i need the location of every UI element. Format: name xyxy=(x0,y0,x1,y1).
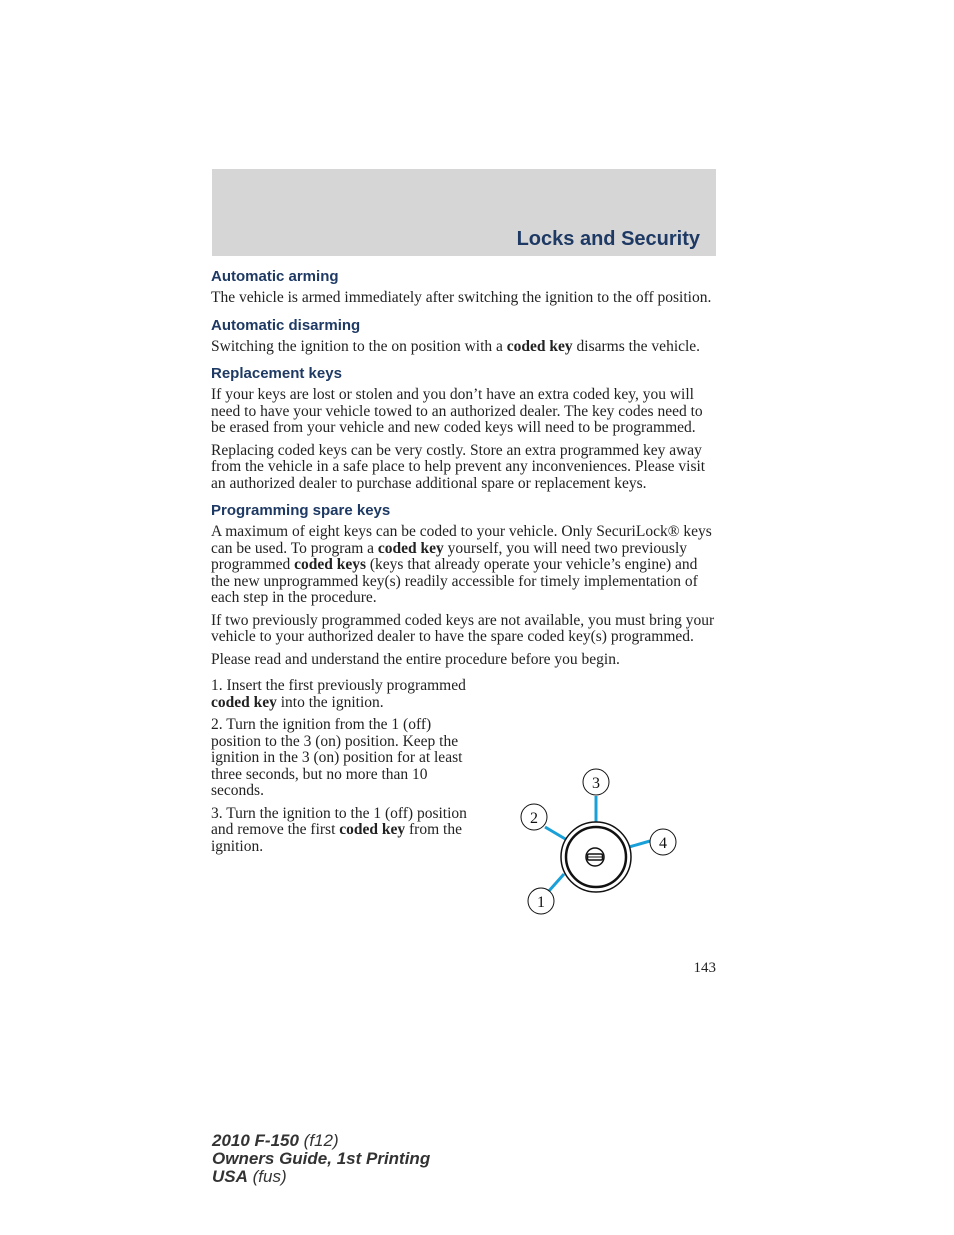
paragraph-arming: The vehicle is armed immediately after switching the ignition to the off position. xyxy=(211,289,712,306)
step-1 xyxy=(211,678,467,711)
text: from the ignition. xyxy=(211,821,462,855)
text: disarms the vehicle. xyxy=(572,337,701,355)
footer-market-code: (fus) xyxy=(247,1167,287,1186)
position-4-line xyxy=(629,841,650,847)
paragraph-disarming xyxy=(211,339,717,356)
text: 3. Turn the ignition to the 1 (off) position and remove the first xyxy=(211,804,467,838)
document-footer xyxy=(212,1132,430,1186)
paragraph-programming-2: If two previously programmed coded keys are not available, you must bring your vehicle to your authorized dealer to have the spare coded key(s) programmed. xyxy=(211,611,715,645)
footer-market: USA xyxy=(212,1167,248,1186)
section-automatic-arming xyxy=(211,268,717,307)
bold-term: coded key xyxy=(339,821,406,838)
position-2-label: 2 xyxy=(530,810,538,827)
ignition-cylinder-icon xyxy=(512,766,692,916)
bold-term: coded key xyxy=(506,337,573,355)
position-2-line xyxy=(545,827,567,840)
position-1-line xyxy=(548,874,564,892)
heading-programming-spare-keys: Programming spare keys xyxy=(211,502,391,519)
text: (keys that already operate your vehicle’s engine) and the new unprogrammed key(s) readily accessible for timely implementation of each step in the procedure. xyxy=(211,556,698,606)
paragraph-programming-3: Please read and understand the entire procedure before you begin. xyxy=(211,650,620,668)
footer-line-3 xyxy=(212,1168,430,1186)
bold-term: coded keys xyxy=(294,556,366,573)
heading-automatic-arming: Automatic arming xyxy=(211,268,339,285)
position-3-label: 3 xyxy=(592,775,600,792)
text: yourself, you will need two previously programmed xyxy=(211,539,688,573)
footer-line-1 xyxy=(212,1132,430,1150)
step-2: 2. Turn the ignition from the 1 (off) position to the 3 (on) position. Keep the ignition in the 3 (on) position for at least three seconds, but no more than 10 seconds. xyxy=(211,716,463,799)
paragraph-replacement-1: If your keys are lost or stolen and you don’t have an extra coded key, you will need to have your vehicle towed to an authorized dealer. The key codes need to be erased from your vehicle and new coded keys will need to be programmed. xyxy=(211,386,703,436)
footer-model-code: (f12) xyxy=(298,1131,339,1150)
footer-line-2: Owners Guide, 1st Printing xyxy=(212,1149,431,1168)
section-title: Locks and Security xyxy=(516,228,700,250)
heading-replacement-keys: Replacement keys xyxy=(211,365,342,382)
section-header-band xyxy=(212,169,716,256)
section-replacement-keys xyxy=(211,365,717,492)
section-automatic-disarming xyxy=(211,317,717,356)
paragraph-replacement-2: Replacing coded keys can be very costly. Store an extra programmed key away from the vehicle in a safe place to help prevent any inconveniences. Please visit an authorized dealer to purchase additional spare or replacement keys. xyxy=(211,441,706,492)
position-4-label: 4 xyxy=(659,835,667,852)
section-programming-spare-keys xyxy=(211,502,717,668)
procedure-steps xyxy=(211,678,467,855)
text: A maximum of eight keys can be coded to your vehicle. Only SecuriLock® keys can be used. To program a xyxy=(211,523,712,557)
paragraph-programming-1 xyxy=(211,524,717,607)
page-number: 143 xyxy=(693,960,716,976)
text: into the ignition. xyxy=(276,693,384,711)
ignition-positions-diagram xyxy=(512,766,692,916)
bold-term: coded key xyxy=(377,539,444,557)
position-1-label: 1 xyxy=(537,894,545,911)
footer-model: 2010 F-150 xyxy=(212,1131,299,1150)
heading-automatic-disarming: Automatic disarming xyxy=(211,316,361,334)
text: 1. Insert the first previously programmed xyxy=(211,677,466,694)
bold-term: coded key xyxy=(211,693,277,711)
step-3 xyxy=(211,806,467,856)
text: Switching the ignition to the on position with a xyxy=(211,337,507,355)
